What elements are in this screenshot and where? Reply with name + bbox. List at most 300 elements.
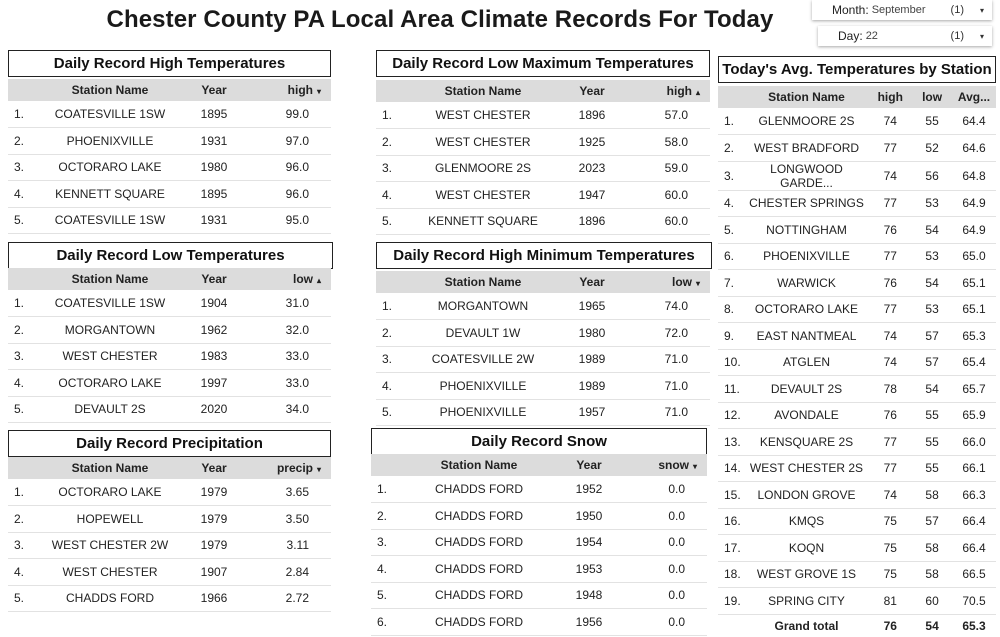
value-b: 74.0 (622, 293, 710, 320)
station-name: WEST CHESTER 2S (745, 455, 869, 482)
value-c: 64.9 (952, 217, 996, 244)
row-index: 1. (8, 479, 36, 506)
value-a: 75 (868, 535, 912, 562)
column-header-high[interactable]: high ▾ (244, 79, 331, 101)
table-row[interactable] (376, 102, 710, 129)
value-a: 74 (868, 323, 912, 350)
value-c: 64.8 (952, 161, 996, 190)
day-filter-label: Day: (838, 29, 863, 43)
value-a: 1904 (184, 290, 244, 317)
row-index: 1. (371, 476, 399, 503)
column-header-station[interactable]: Station Name (404, 271, 562, 293)
table-row[interactable] (371, 503, 707, 530)
table-row[interactable] (8, 317, 331, 344)
row-index: 17. (718, 535, 745, 562)
station-name: SPRING CITY (745, 588, 869, 615)
value-a: 74 (868, 108, 912, 135)
station-name: PHOENIXVILLE (404, 373, 562, 400)
column-header-year[interactable]: Year (184, 268, 244, 290)
value-b: 54 (912, 376, 952, 403)
column-header-year[interactable]: Year (184, 457, 244, 479)
value-a: 76 (868, 270, 912, 297)
table-row[interactable] (718, 296, 996, 323)
value-b: 2.72 (244, 585, 331, 612)
value-c: 64.6 (952, 135, 996, 162)
column-header-low[interactable]: low ▾ (622, 271, 710, 293)
row-index: 1. (8, 101, 36, 128)
month-filter[interactable] (812, 0, 992, 20)
value-a: 74 (868, 349, 912, 376)
record-low-title: Daily Record Low Temperatures (8, 242, 333, 269)
station-name: OCTORARO LAKE (36, 154, 184, 181)
value-b: 56 (912, 161, 952, 190)
station-name: OCTORARO LAKE (36, 370, 184, 397)
table-row[interactable] (8, 101, 331, 128)
station-name: WARWICK (745, 270, 869, 297)
column-header-year[interactable]: Year (562, 80, 622, 102)
value-a: 1989 (562, 346, 622, 373)
station-name: CHESTER SPRINGS (745, 190, 869, 217)
value-b: 3.65 (244, 479, 331, 506)
station-name: CHADDS FORD (399, 503, 559, 530)
table-row[interactable] (8, 207, 331, 234)
snow-title: Daily Record Snow (371, 428, 707, 455)
value-b: 53 (912, 296, 952, 323)
station-name: MORGANTOWN (404, 293, 562, 320)
value-b: 55 (912, 429, 952, 456)
day-filter[interactable] (818, 26, 992, 46)
row-index: 3. (376, 155, 404, 182)
row-index: 19. (718, 588, 745, 615)
value-b: 58.0 (622, 129, 710, 156)
table-row[interactable] (376, 129, 710, 156)
row-index: 3. (8, 154, 36, 181)
row-index: 11. (718, 376, 745, 403)
value-b: 60.0 (622, 182, 710, 209)
table-row[interactable] (371, 556, 707, 583)
value-a: 1931 (184, 128, 244, 155)
value-a: 1896 (562, 102, 622, 129)
column-header-year[interactable]: Year (562, 271, 622, 293)
station-name: CHADDS FORD (399, 529, 559, 556)
value-a: 1953 (559, 556, 619, 583)
value-c: 66.0 (952, 429, 996, 456)
station-name: DEVAULT 2S (745, 376, 869, 403)
record-high-title: Daily Record High Temperatures (8, 50, 331, 77)
record-low-table (8, 268, 331, 423)
table-row[interactable] (376, 182, 710, 209)
day-filter-count: (1) (950, 30, 964, 42)
row-index: 8. (718, 296, 745, 323)
table-row[interactable] (718, 323, 996, 350)
table-row[interactable] (376, 155, 710, 182)
grand-total-high: 76 (883, 619, 897, 634)
row-index: 2. (8, 317, 36, 344)
table-row[interactable] (718, 402, 996, 429)
value-a: 81 (868, 588, 912, 615)
table-row[interactable] (371, 582, 707, 609)
value-c: 65.9 (952, 402, 996, 429)
value-b: 57 (912, 323, 952, 350)
row-index: 4. (376, 182, 404, 209)
table-row[interactable] (376, 208, 710, 235)
value-a: 77 (868, 429, 912, 456)
station-name: PHOENIXVILLE (404, 399, 562, 426)
chevron-down-icon[interactable]: ▾ (979, 5, 984, 15)
row-index: 2. (8, 128, 36, 155)
value-b: 0.0 (619, 529, 707, 556)
value-b: 96.0 (244, 154, 331, 181)
value-c: 64.4 (952, 108, 996, 135)
high-min-table (376, 271, 710, 426)
column-header-snow[interactable]: snow ▾ (619, 454, 707, 476)
value-b: 0.0 (619, 582, 707, 609)
table-row[interactable] (8, 128, 331, 155)
table-row[interactable] (718, 349, 996, 376)
value-b: 2.84 (244, 559, 331, 586)
station-name: KMQS (745, 508, 869, 535)
value-b: 60.0 (622, 208, 710, 235)
month-filter-label: Month: (832, 3, 869, 17)
table-row[interactable] (718, 588, 996, 615)
station-name: CHADDS FORD (36, 585, 184, 612)
value-b: 52 (912, 135, 952, 162)
record-high-table (8, 79, 331, 234)
station-name: GLENMOORE 2S (404, 155, 562, 182)
column-header-station[interactable]: Station Name (404, 80, 562, 102)
station-name: AVONDALE (745, 402, 869, 429)
avg-temps-title: Today's Avg. Temperatures by Station (718, 56, 996, 83)
value-a: 1895 (184, 101, 244, 128)
row-index: 3. (718, 161, 745, 190)
row-index: 5. (376, 399, 404, 426)
row-index: 5. (8, 396, 36, 423)
table-row[interactable] (718, 190, 996, 217)
value-b: 34.0 (244, 396, 331, 423)
value-a: 1956 (559, 609, 619, 636)
station-name: OCTORARO LAKE (36, 479, 184, 506)
table-row[interactable] (376, 346, 710, 373)
value-a: 1997 (184, 370, 244, 397)
value-c: 66.3 (952, 482, 996, 509)
month-filter-value: September (871, 4, 926, 16)
row-index: 2. (376, 129, 404, 156)
table-row[interactable] (8, 585, 331, 612)
day-filter-value: 22 (865, 30, 878, 42)
column-header-high[interactable]: high ▴ (622, 80, 710, 102)
value-b: 72.0 (622, 320, 710, 347)
grand-total-avg: 65.3 (962, 619, 986, 634)
value-b: 99.0 (244, 101, 331, 128)
station-name: WEST CHESTER 2W (36, 532, 184, 559)
value-c: 65.7 (952, 376, 996, 403)
sort-desc-icon[interactable]: ▾ (316, 87, 321, 96)
station-name: DEVAULT 2S (36, 396, 184, 423)
value-a: 1952 (559, 476, 619, 503)
station-name: LONDON GROVE (745, 482, 869, 509)
precip-title: Daily Record Precipitation (8, 430, 331, 457)
value-c: 64.9 (952, 190, 996, 217)
value-b: 0.0 (619, 476, 707, 503)
station-name: WEST CHESTER (404, 182, 562, 209)
value-b: 54 (912, 217, 952, 244)
table-row[interactable] (718, 455, 996, 482)
table-row[interactable] (718, 135, 996, 162)
value-b: 0.0 (619, 503, 707, 530)
month-filter-count: (1) (950, 4, 964, 16)
table-row[interactable] (718, 243, 996, 270)
value-b: 57 (912, 349, 952, 376)
value-a: 1979 (184, 532, 244, 559)
value-a: 1965 (562, 293, 622, 320)
row-index: 3. (371, 529, 399, 556)
row-index: 9. (718, 323, 745, 350)
station-name: KENNETT SQUARE (404, 208, 562, 235)
table-row[interactable] (8, 154, 331, 181)
station-name: CHADDS FORD (399, 556, 559, 583)
row-index: 4. (8, 181, 36, 208)
chevron-down-icon[interactable]: ▾ (979, 31, 984, 41)
value-b: 55 (912, 402, 952, 429)
row-index: 15. (718, 482, 745, 509)
table-row[interactable] (8, 506, 331, 533)
column-header-year[interactable]: Year (559, 454, 619, 476)
value-a: 1895 (184, 181, 244, 208)
value-c: 66.5 (952, 561, 996, 588)
row-index: 16. (718, 508, 745, 535)
row-index: 5. (8, 207, 36, 234)
low-max-title: Daily Record Low Maximum Temperatures (376, 50, 710, 77)
table-row[interactable] (718, 270, 996, 297)
value-a: 1931 (184, 207, 244, 234)
value-b: 71.0 (622, 373, 710, 400)
value-a: 76 (868, 217, 912, 244)
row-index: 4. (8, 370, 36, 397)
sort-desc-icon[interactable]: ▾ (692, 462, 697, 471)
table-row[interactable] (8, 396, 331, 423)
value-a: 2020 (184, 396, 244, 423)
column-header-station[interactable]: Station Name (36, 268, 184, 290)
value-c: 65.0 (952, 243, 996, 270)
station-name: CHADDS FORD (399, 582, 559, 609)
value-a: 1896 (562, 208, 622, 235)
value-a: 75 (868, 561, 912, 588)
table-row[interactable] (718, 217, 996, 244)
snow-table (371, 454, 707, 636)
low-max-table (376, 80, 710, 235)
value-a: 1907 (184, 559, 244, 586)
table-row[interactable] (718, 482, 996, 509)
station-name: PHOENIXVILLE (36, 128, 184, 155)
column-header-year[interactable]: Year (184, 79, 244, 101)
row-index: 4. (371, 556, 399, 583)
station-name: COATESVILLE 1SW (36, 290, 184, 317)
value-a: 1983 (184, 343, 244, 370)
sort-asc-icon[interactable]: ▴ (316, 276, 321, 285)
table-row[interactable] (376, 373, 710, 400)
table-row[interactable] (718, 376, 996, 403)
value-a: 1979 (184, 506, 244, 533)
value-a: 1950 (559, 503, 619, 530)
column-header-avg[interactable]: Avg... (952, 86, 996, 108)
column-header-precip[interactable]: precip ▾ (244, 457, 331, 479)
row-index: 12. (718, 402, 745, 429)
value-a: 1925 (562, 129, 622, 156)
table-row[interactable] (8, 181, 331, 208)
column-header-high[interactable]: high (868, 86, 912, 108)
station-name: COATESVILLE 1SW (36, 207, 184, 234)
column-header-low[interactable]: low ▴ (244, 268, 331, 290)
value-b: 60 (912, 588, 952, 615)
sort-desc-icon[interactable]: ▾ (695, 279, 700, 288)
value-a: 77 (868, 296, 912, 323)
column-header-station[interactable]: Station Name (36, 79, 184, 101)
table-row[interactable] (376, 293, 710, 320)
value-a: 75 (868, 508, 912, 535)
station-name: GLENMOORE 2S (745, 108, 869, 135)
table-row[interactable] (8, 479, 331, 506)
value-b: 3.11 (244, 532, 331, 559)
row-index: 1. (8, 290, 36, 317)
grand-total-label: Grand total (774, 619, 839, 634)
value-a: 1947 (562, 182, 622, 209)
row-index: 6. (718, 243, 745, 270)
value-a: 1966 (184, 585, 244, 612)
column-header-station[interactable]: Station Name (36, 457, 184, 479)
station-name: COATESVILLE 2W (404, 346, 562, 373)
value-b: 96.0 (244, 181, 331, 208)
station-name: LONGWOOD GARDE... (745, 161, 869, 190)
value-a: 1957 (562, 399, 622, 426)
station-name: ATGLEN (745, 349, 869, 376)
station-name: WEST CHESTER (36, 559, 184, 586)
station-name: WEST BRADFORD (745, 135, 869, 162)
high-min-title: Daily Record High Minimum Temperatures (376, 242, 712, 269)
table-row[interactable] (376, 399, 710, 426)
precip-table (8, 457, 331, 612)
table-row[interactable] (8, 559, 331, 586)
value-c: 65.4 (952, 349, 996, 376)
row-index: 1. (376, 293, 404, 320)
station-name: WEST CHESTER (404, 129, 562, 156)
table-row[interactable] (376, 320, 710, 347)
row-index: 5. (371, 582, 399, 609)
value-a: 1980 (184, 154, 244, 181)
table-row[interactable] (718, 535, 996, 562)
sort-desc-icon[interactable]: ▾ (316, 465, 321, 474)
sort-asc-icon[interactable]: ▴ (695, 88, 700, 97)
row-index: 5. (718, 217, 745, 244)
value-a: 1980 (562, 320, 622, 347)
value-b: 71.0 (622, 399, 710, 426)
row-index: 5. (376, 208, 404, 235)
row-index: 10. (718, 349, 745, 376)
value-b: 53 (912, 243, 952, 270)
table-row[interactable] (718, 108, 996, 135)
value-c: 66.4 (952, 508, 996, 535)
station-name: PHOENIXVILLE (745, 243, 869, 270)
value-b: 0.0 (619, 609, 707, 636)
column-header-station[interactable]: Station Name (745, 86, 869, 108)
table-row[interactable] (371, 529, 707, 556)
station-name: CHADDS FORD (399, 609, 559, 636)
value-b: 3.50 (244, 506, 331, 533)
value-b: 58 (912, 482, 952, 509)
row-index: 3. (376, 346, 404, 373)
table-row[interactable] (718, 561, 996, 588)
value-a: 74 (868, 161, 912, 190)
value-b: 31.0 (244, 290, 331, 317)
row-index: 3. (8, 532, 36, 559)
value-a: 1989 (562, 373, 622, 400)
value-b: 0.0 (619, 556, 707, 583)
station-name: MORGANTOWN (36, 317, 184, 344)
row-index: 2. (371, 503, 399, 530)
value-b: 57.0 (622, 102, 710, 129)
row-index: 1. (376, 102, 404, 129)
station-name: WEST GROVE 1S (745, 561, 869, 588)
table-row[interactable] (371, 609, 707, 636)
value-a: 77 (868, 455, 912, 482)
avg-temps-table (718, 86, 996, 637)
table-row[interactable] (718, 429, 996, 456)
value-b: 32.0 (244, 317, 331, 344)
value-a: 1979 (184, 479, 244, 506)
table-row[interactable] (371, 476, 707, 503)
row-index: 4. (718, 190, 745, 217)
value-a: 78 (868, 376, 912, 403)
station-name: OCTORARO LAKE (745, 296, 869, 323)
value-a: 76 (868, 402, 912, 429)
table-row[interactable] (718, 161, 996, 190)
row-index: 14. (718, 455, 745, 482)
value-a: 1962 (184, 317, 244, 344)
value-b: 97.0 (244, 128, 331, 155)
station-name: KOQN (745, 535, 869, 562)
station-name: KENSQUARE 2S (745, 429, 869, 456)
row-index: 2. (8, 506, 36, 533)
value-a: 2023 (562, 155, 622, 182)
row-index: 13. (718, 429, 745, 456)
table-row[interactable] (718, 508, 996, 535)
row-index: 6. (371, 609, 399, 636)
value-a: 1954 (559, 529, 619, 556)
grand-total-low: 54 (925, 619, 939, 634)
station-name: WEST CHESTER (36, 343, 184, 370)
table-row[interactable] (8, 370, 331, 397)
station-name: WEST CHESTER (404, 102, 562, 129)
column-header-low[interactable]: low (912, 86, 952, 108)
value-b: 95.0 (244, 207, 331, 234)
station-name: HOPEWELL (36, 506, 184, 533)
value-b: 71.0 (622, 346, 710, 373)
column-header-station[interactable]: Station Name (399, 454, 559, 476)
value-c: 66.1 (952, 455, 996, 482)
value-b: 33.0 (244, 370, 331, 397)
row-index: 3. (8, 343, 36, 370)
station-name: EAST NANTMEAL (745, 323, 869, 350)
table-row[interactable] (8, 532, 331, 559)
table-row[interactable] (8, 290, 331, 317)
value-b: 58 (912, 535, 952, 562)
row-index: 5. (8, 585, 36, 612)
value-c: 66.4 (952, 535, 996, 562)
station-name: COATESVILLE 1SW (36, 101, 184, 128)
table-row[interactable] (8, 343, 331, 370)
station-name: DEVAULT 1W (404, 320, 562, 347)
value-c: 65.3 (952, 323, 996, 350)
value-b: 54 (912, 270, 952, 297)
